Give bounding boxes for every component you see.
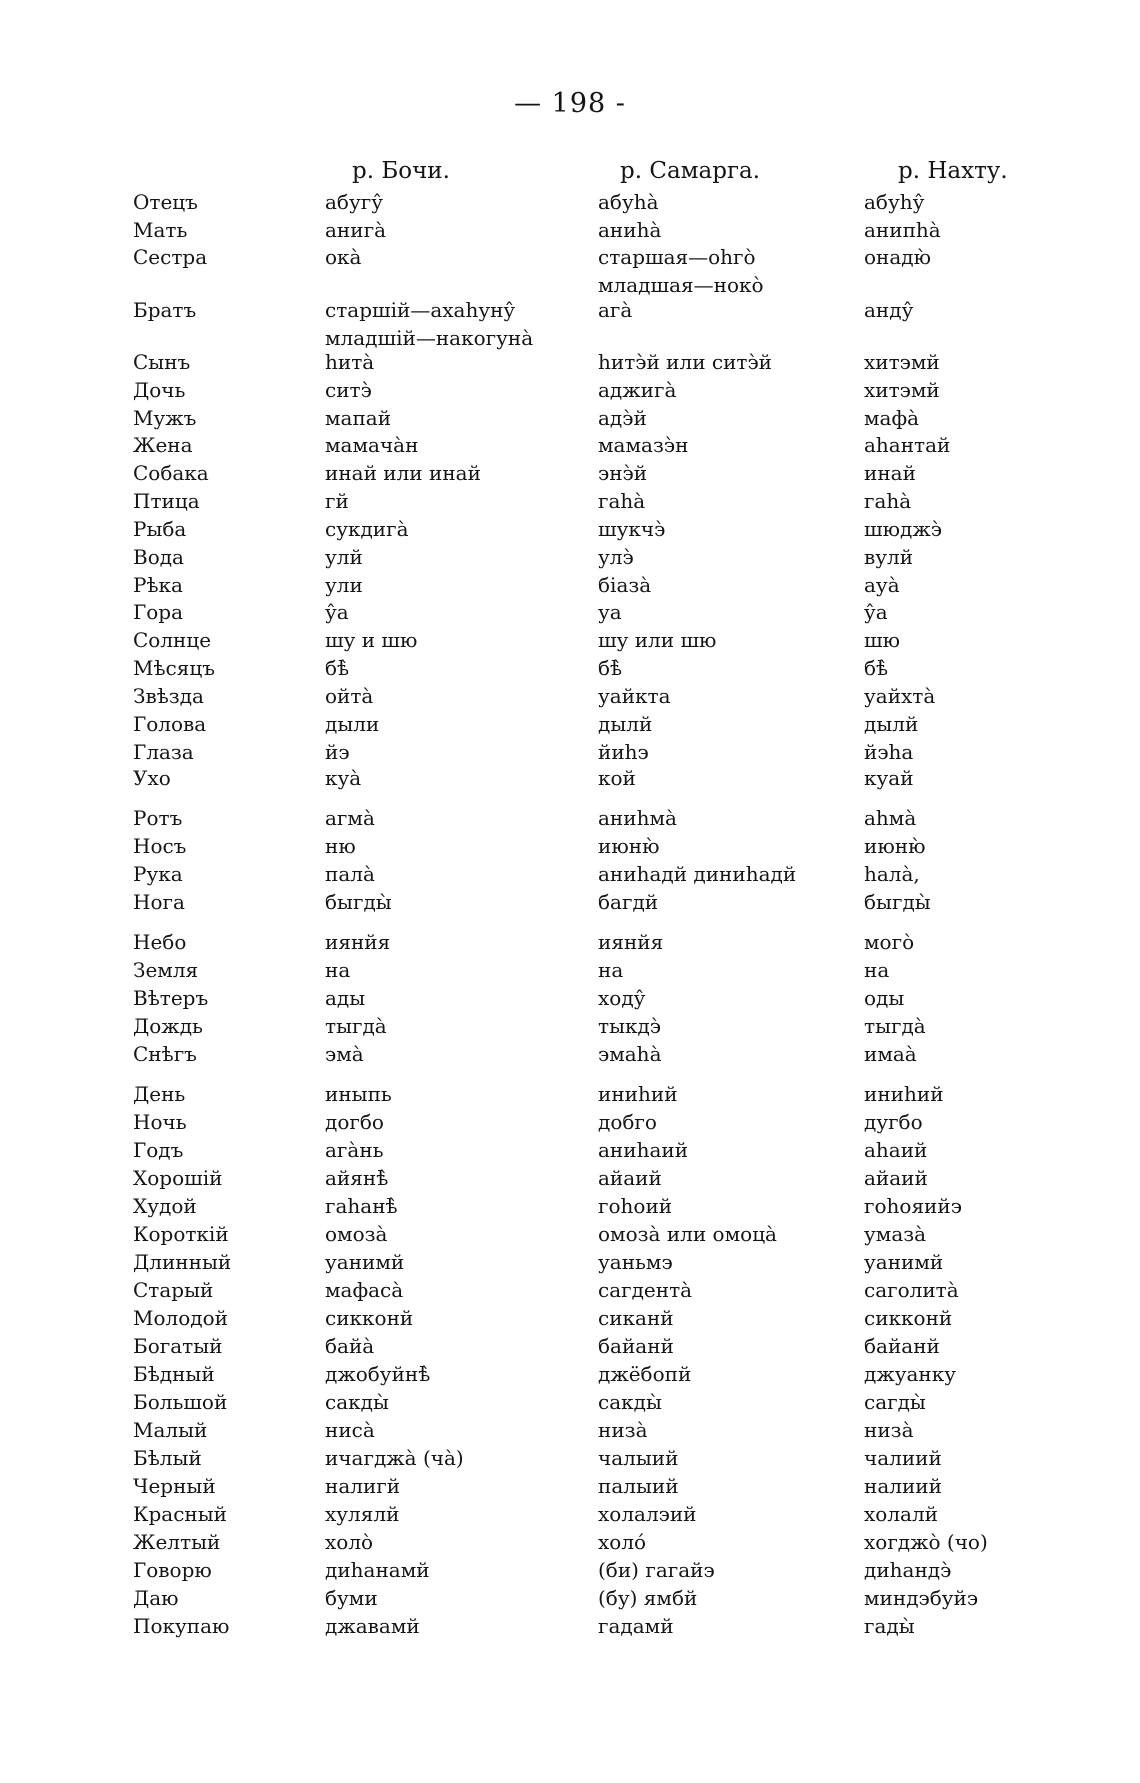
vocabulary-row — [0, 543, 1140, 571]
bochi-word: пала̀ — [325, 862, 375, 886]
russian-word: Старый — [133, 1278, 214, 1302]
vocabulary-row — [0, 928, 1140, 956]
nakhtu-word: анипһа̀ — [864, 218, 941, 242]
bochi-word: холо̀ — [325, 1530, 374, 1554]
bochi-word: куа̀ — [325, 766, 362, 790]
bochi-word: ниса̀ — [325, 1418, 375, 1442]
samarga-word: шукчэ̀ — [598, 517, 666, 541]
russian-word: Вѣтеръ — [133, 986, 209, 1010]
vocabulary-row — [0, 188, 1140, 216]
vocabulary-row — [0, 1304, 1140, 1332]
nakhtu-word: на — [864, 958, 890, 982]
bochi-word: сакды̀ — [325, 1390, 389, 1414]
vocabulary-row — [0, 431, 1140, 459]
nakhtu-word: мафа̀ — [864, 406, 920, 430]
bochi-word: тыгда̀ — [325, 1014, 387, 1038]
russian-word: Земля — [133, 958, 199, 982]
samarga-word: иниһий — [598, 1082, 678, 1106]
bochi-word: ойта̀ — [325, 684, 374, 708]
nakhtu-word: абуһу̂ — [864, 190, 925, 214]
russian-word: Мужъ — [133, 406, 197, 430]
vocabulary-row — [0, 1388, 1140, 1416]
page-number: — 198 - — [514, 88, 626, 119]
vocabulary-row — [0, 1276, 1140, 1304]
russian-word: Сынъ — [133, 350, 191, 374]
nakhtu-word: бѣ̀ — [864, 656, 889, 680]
vocabulary-row — [0, 984, 1140, 1012]
nakhtu-word: хитэмй — [864, 378, 940, 402]
nakhtu-word: сикконй — [864, 1306, 953, 1330]
vocabulary-row — [0, 243, 1140, 297]
vocabulary-row — [0, 1080, 1140, 1108]
samarga-word: июню̀ — [598, 834, 660, 858]
russian-word: Снѣгъ — [133, 1042, 197, 1066]
samarga-word: тыкдэ̀ — [598, 1014, 661, 1038]
russian-word: Рука — [133, 862, 183, 886]
nakhtu-word: оды — [864, 986, 905, 1010]
samarga-word: холалэий — [598, 1502, 697, 1526]
bochi-word: бѣ̀ — [325, 656, 350, 680]
nakhtu-word: быгды̀ — [864, 890, 931, 914]
samarga-word: (би) гагайэ — [598, 1558, 715, 1582]
vocabulary-row — [0, 216, 1140, 244]
russian-word: Ночь — [133, 1110, 187, 1134]
samarga-word: энэ̀й — [598, 461, 648, 485]
nakhtu-word: онадю̀ — [864, 245, 932, 269]
vocabulary-row — [0, 1416, 1140, 1444]
russian-word: Богатый — [133, 1334, 223, 1358]
vocabulary-row — [0, 832, 1140, 860]
russian-word: Даю — [133, 1586, 179, 1610]
samarga-word: йиһэ — [598, 740, 649, 764]
russian-word: Черный — [133, 1474, 216, 1498]
bochi-word: ады — [325, 986, 366, 1010]
vocabulary-row — [0, 1332, 1140, 1360]
bochi-word: һита̀ — [325, 350, 375, 374]
nakhtu-word: хитэмй — [864, 350, 940, 374]
samarga-word: эмаһа̀ — [598, 1042, 662, 1066]
samarga-word: гадамй — [598, 1614, 674, 1638]
samarga-word: палыий — [598, 1474, 679, 1498]
samarga-word: аниһаий — [598, 1138, 689, 1162]
russian-word: Звѣзда — [133, 684, 204, 708]
russian-word: Худой — [133, 1194, 197, 1218]
column-header-samarga: р. Самарга. — [620, 158, 761, 184]
russian-word: Дочь — [133, 378, 186, 402]
bochi-word: у̂а — [325, 600, 349, 624]
samarga-word: аниһа̀ — [598, 218, 662, 242]
samarga-word: бѣ̀ — [598, 656, 623, 680]
samarga-word: һитэ̀й или ситэ̀й — [598, 350, 773, 374]
russian-word: День — [133, 1082, 186, 1106]
samarga-word: уаньмэ — [598, 1250, 673, 1274]
nakhtu-word: инай — [864, 461, 916, 485]
samarga-word: шу или шю — [598, 628, 717, 652]
russian-word: Молодой — [133, 1306, 228, 1330]
russian-word: Братъ — [133, 298, 197, 322]
samarga-word: холо́ — [598, 1530, 647, 1554]
russian-word: Носъ — [133, 834, 187, 858]
nakhtu-word: джуанку — [864, 1362, 957, 1386]
russian-word: Бѣдный — [133, 1362, 215, 1386]
nakhtu-word: уайхта̀ — [864, 684, 936, 708]
bochi-word: буми — [325, 1586, 378, 1610]
bochi-word: айянѣ̀ — [325, 1166, 389, 1190]
russian-word: Собака — [133, 461, 209, 485]
bochi-word: быгды̀ — [325, 890, 392, 914]
nakhtu-word: йэһа — [864, 740, 914, 764]
nakhtu-word: имаа̀ — [864, 1042, 917, 1066]
vocabulary-row — [0, 296, 1140, 350]
nakhtu-word: шю — [864, 628, 901, 652]
russian-word: Гора — [133, 600, 184, 624]
samarga-word: аджига̀ — [598, 378, 677, 402]
russian-word: Вода — [133, 545, 184, 569]
nakhtu-word: хогджо̀ (чо) — [864, 1530, 988, 1554]
vocabulary-row — [0, 764, 1140, 792]
nakhtu-word: гоһояийэ — [864, 1194, 962, 1218]
bochi-word: ока̀ — [325, 245, 362, 269]
vocabulary-row — [0, 487, 1140, 515]
bochi-word: шу и шю — [325, 628, 418, 652]
russian-word: Отецъ — [133, 190, 198, 214]
vocabulary-row — [0, 1612, 1140, 1640]
vocabulary-row — [0, 348, 1140, 376]
samarga-word: дылй — [598, 712, 653, 736]
bochi-word: гй — [325, 489, 349, 513]
samarga-word: адэ̀й — [598, 406, 647, 430]
samarga-word: на — [598, 958, 624, 982]
column-header-bochi: р. Бочи. — [352, 158, 450, 184]
bochi-word: инай или инай — [325, 461, 481, 485]
samarga-word: сакды̀ — [598, 1390, 662, 1414]
nakhtu-word: ауа̀ — [864, 573, 900, 597]
nakhtu-word: чалиий — [864, 1446, 942, 1470]
vocabulary-row — [0, 404, 1140, 432]
bochi-word: налигй — [325, 1474, 401, 1498]
nakhtu-word: миндэбуйэ — [864, 1586, 979, 1610]
vocabulary-row — [0, 1472, 1140, 1500]
nakhtu-word: диһандэ̀ — [864, 1558, 952, 1582]
bochi-word: на — [325, 958, 351, 982]
vocabulary-row — [0, 626, 1140, 654]
vocabulary-row — [0, 1248, 1140, 1276]
bochi-word: ага̀нь — [325, 1138, 384, 1162]
vocabulary-row — [0, 956, 1140, 984]
nakhtu-word: аһаий — [864, 1138, 928, 1162]
russian-word: Малый — [133, 1418, 208, 1442]
bochi-word: абугу̂ — [325, 190, 383, 214]
vocabulary-row — [0, 1528, 1140, 1556]
vocabulary-row — [0, 1012, 1140, 1040]
vocabulary-row — [0, 682, 1140, 710]
bochi-word: сукдига̀ — [325, 517, 409, 541]
samarga-word: низа̀ — [598, 1418, 648, 1442]
nakhtu-word: аһма̀ — [864, 806, 917, 830]
vocabulary-row — [0, 888, 1140, 916]
samarga-word-second-line: младшая—нокò — [598, 273, 764, 297]
bochi-word: сикконй — [325, 1306, 414, 1330]
nakhtu-word: у̂а — [864, 600, 888, 624]
vocabulary-row — [0, 654, 1140, 682]
vocabulary-row — [0, 1192, 1140, 1220]
samarga-word: ходу̂ — [598, 986, 646, 1010]
samarga-word: мамазэ̀н — [598, 433, 689, 457]
bochi-word: йэ — [325, 740, 350, 764]
bochi-word: дыли — [325, 712, 380, 736]
samarga-word: улэ̀ — [598, 545, 634, 569]
vocabulary-row — [0, 1584, 1140, 1612]
nakhtu-word: сагды̀ — [864, 1390, 926, 1414]
russian-word: Большой — [133, 1390, 228, 1414]
russian-word: Ухо — [133, 766, 171, 790]
vocabulary-row — [0, 860, 1140, 888]
bochi-word: иянйя — [325, 930, 391, 954]
samarga-word: багдй — [598, 890, 659, 914]
column-header-nakhtu: р. Нахту. — [898, 158, 1008, 184]
bochi-word: диһанамй — [325, 1558, 430, 1582]
samarga-word: аниһадй диниһадй — [598, 862, 797, 886]
nakhtu-word: июню̀ — [864, 834, 926, 858]
nakhtu-word: айаий — [864, 1166, 928, 1190]
bochi-word: ичагджа̀ (ча̀) — [325, 1446, 464, 1470]
bochi-word: джавамй — [325, 1614, 420, 1638]
samarga-word: сиканй — [598, 1306, 674, 1330]
nakhtu-word: мого̀ — [864, 930, 915, 954]
nakhtu-word: шюджэ̀ — [864, 517, 942, 541]
russian-word: Длинный — [133, 1250, 232, 1274]
vocabulary-row — [0, 598, 1140, 626]
samarga-word: иянйя — [598, 930, 664, 954]
bochi-word: анига̀ — [325, 218, 386, 242]
samarga-word: старшая—оһго̀ — [598, 245, 756, 269]
vocabulary-row — [0, 1556, 1140, 1584]
bochi-word: хулялй — [325, 1502, 400, 1526]
nakhtu-word: куай — [864, 766, 914, 790]
samarga-word: уайкта — [598, 684, 671, 708]
nakhtu-word: уанимй — [864, 1250, 944, 1274]
bochi-word: ситэ̀ — [325, 378, 372, 402]
bochi-word: иныпь — [325, 1082, 392, 1106]
vocabulary-row — [0, 804, 1140, 832]
russian-word: Желтый — [133, 1530, 221, 1554]
samarga-word: (бу) ямбй — [598, 1586, 698, 1610]
vocabulary-row — [0, 1040, 1140, 1068]
samarga-word: добго — [598, 1110, 657, 1134]
vocabulary-row — [0, 1108, 1140, 1136]
russian-word: Рѣка — [133, 573, 183, 597]
samarga-word: уа — [598, 600, 622, 624]
vocabulary-row — [0, 710, 1140, 738]
vocabulary-row — [0, 1500, 1140, 1528]
nakhtu-word: дылй — [864, 712, 919, 736]
nakhtu-word: дугбо — [864, 1110, 923, 1134]
nakhtu-word: гады̀ — [864, 1614, 915, 1638]
russian-word: Птица — [133, 489, 200, 513]
samarga-word: байанй — [598, 1334, 674, 1358]
bochi-word-second-line: младшій—накогуна̀ — [325, 326, 534, 350]
vocabulary-row — [0, 1360, 1140, 1388]
russian-word: Ротъ — [133, 806, 183, 830]
nakhtu-word: аһантай — [864, 433, 951, 457]
bochi-word: старшій—ахаһуну̂ — [325, 298, 516, 322]
bochi-word: ню — [325, 834, 356, 858]
vocabulary-row — [0, 515, 1140, 543]
samarga-word: айаий — [598, 1166, 662, 1190]
samarga-word: джёбопй — [598, 1362, 692, 1386]
nakhtu-word: гаһа̀ — [864, 489, 912, 513]
vocabulary-row — [0, 1164, 1140, 1192]
nakhtu-word: иниһий — [864, 1082, 944, 1106]
nakhtu-word: анду̂ — [864, 298, 914, 322]
bochi-word: омоза̀ — [325, 1222, 388, 1246]
vocabulary-row — [0, 571, 1140, 599]
vocabulary-row — [0, 459, 1140, 487]
russian-word: Рыба — [133, 517, 187, 541]
russian-word: Хорошій — [133, 1166, 223, 1190]
bochi-word: джобуйнѣ̀ — [325, 1362, 431, 1386]
samarga-word: ага̀ — [598, 298, 633, 322]
nakhtu-word: налиий — [864, 1474, 942, 1498]
russian-word: Мать — [133, 218, 188, 242]
russian-word: Нога — [133, 890, 185, 914]
bochi-word: догбо — [325, 1110, 384, 1134]
russian-word: Жена — [133, 433, 193, 457]
russian-word: Бѣлый — [133, 1446, 202, 1470]
vocabulary-row — [0, 1136, 1140, 1164]
nakhtu-word: тыгда̀ — [864, 1014, 926, 1038]
bochi-word: эма̀ — [325, 1042, 364, 1066]
bochi-word: улй — [325, 545, 363, 569]
nakhtu-word: низа̀ — [864, 1418, 914, 1442]
bochi-word: мапай — [325, 406, 392, 430]
vocabulary-row — [0, 1220, 1140, 1248]
nakhtu-word: холалй — [864, 1502, 938, 1526]
russian-word: Мѣсяцъ — [133, 656, 215, 680]
russian-word: Говорю — [133, 1558, 212, 1582]
samarga-word: омоза̀ или омоца̀ — [598, 1222, 777, 1246]
nakhtu-word: умаза̀ — [864, 1222, 927, 1246]
russian-word: Покупаю — [133, 1614, 230, 1638]
nakhtu-word: саголита̀ — [864, 1278, 959, 1302]
russian-word: Короткій — [133, 1222, 229, 1246]
vocabulary-row — [0, 1444, 1140, 1472]
nakhtu-word: байанй — [864, 1334, 940, 1358]
russian-word: Глаза — [133, 740, 194, 764]
russian-word: Небо — [133, 930, 187, 954]
nakhtu-word: вулй — [864, 545, 914, 569]
russian-word: Дождь — [133, 1014, 203, 1038]
bochi-word: мамача̀н — [325, 433, 419, 457]
samarga-word: чалыий — [598, 1446, 679, 1470]
russian-word: Солнце — [133, 628, 212, 652]
samarga-word: біаза̀ — [598, 573, 652, 597]
vocabulary-row — [0, 738, 1140, 766]
russian-word: Голова — [133, 712, 207, 736]
samarga-word: гоһоий — [598, 1194, 673, 1218]
samarga-word: сагдента̀ — [598, 1278, 693, 1302]
bochi-word: уанимй — [325, 1250, 405, 1274]
samarga-word: гаһа̀ — [598, 489, 646, 513]
russian-word: Сестра — [133, 245, 208, 269]
bochi-word: гаһанѣ̀ — [325, 1194, 398, 1218]
bochi-word: байа̀ — [325, 1334, 375, 1358]
samarga-word: кой — [598, 766, 636, 790]
samarga-word: аниһма̀ — [598, 806, 677, 830]
nakhtu-word: һала̀, — [864, 862, 920, 886]
bochi-word: мафаса̀ — [325, 1278, 404, 1302]
bochi-word: ули — [325, 573, 363, 597]
russian-word: Красный — [133, 1502, 227, 1526]
samarga-word: абуһа̀ — [598, 190, 659, 214]
bochi-word: агма̀ — [325, 806, 375, 830]
vocabulary-row — [0, 376, 1140, 404]
russian-word: Годъ — [133, 1138, 184, 1162]
